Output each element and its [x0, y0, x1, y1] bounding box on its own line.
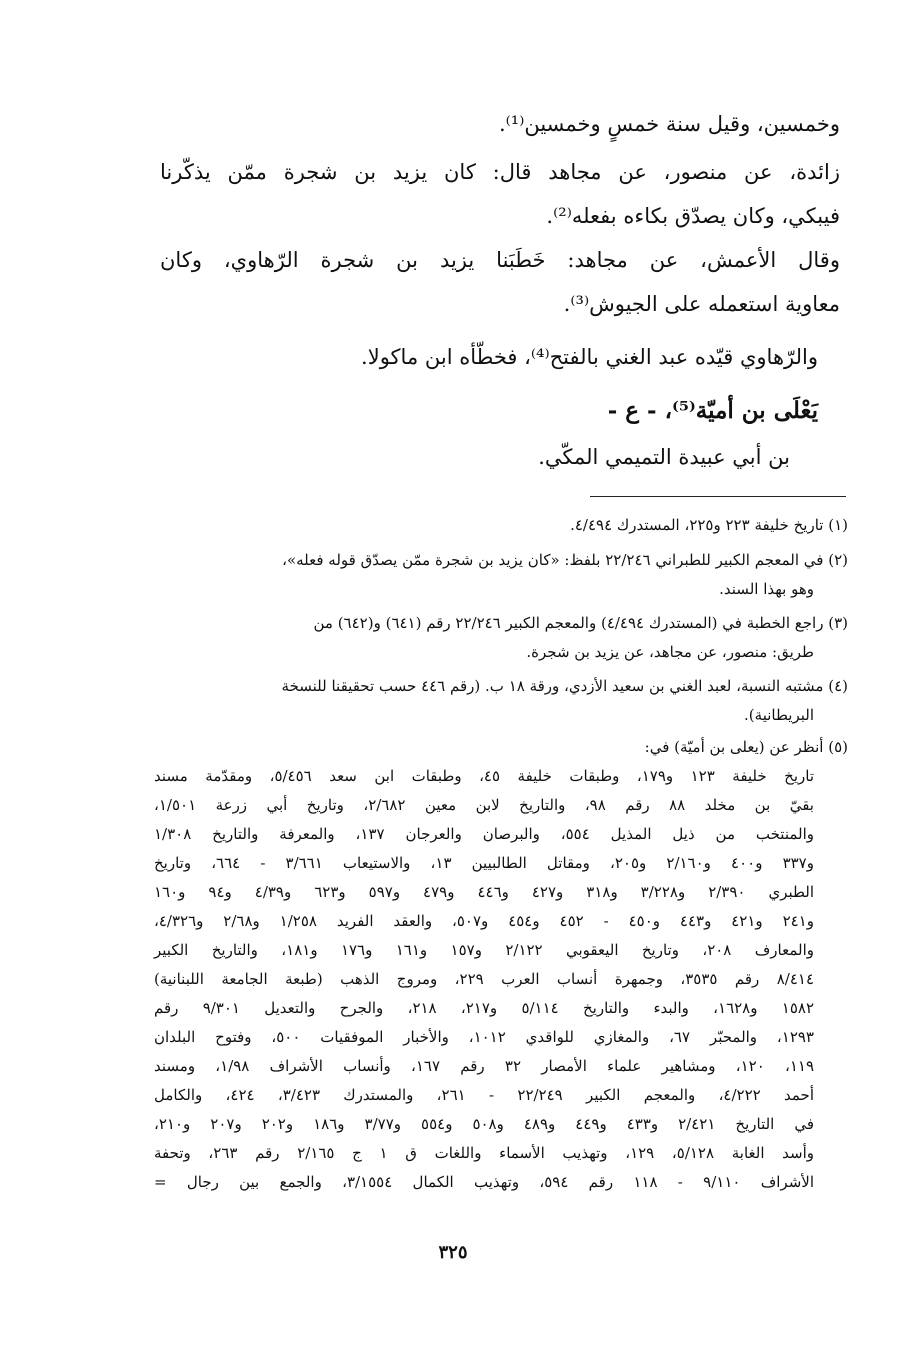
footnote-line: الطبري ٢/٣٩٠ و٣/٢٢٨ و٣١٨ و٤٢٧ و٤٤٦ و٤٧٩ و٥٩٧ و٦٢٣ و٤/٣٩ و٩٤ و١٦٠: [154, 883, 815, 901]
footnote-line: (٣) راجع الخطبة في (المستدرك ٤/٤٩٤) والمعجم الكبير ٢٢/٢٤٦ رقم (٦٤١) و(٦٤٢) من: [313, 614, 848, 632]
footnote-line: ١٢٩٣، والمحبّر ٦٧، والمغازي للواقدي ١٠١٢، والأخبار الموفقيات ٥٠٠، وفتوح البلدان: [154, 1028, 814, 1046]
footnote-line: في التاريخ ٢/٤٢١ و٤٣٣ و٤٤٩ و٤٨٩ و٥٠٨ و٥٥٤ و٣/٧٧ و١٨٦ و٢٠٢ و٢٠٧ و٢١٠،: [154, 1115, 815, 1133]
main-line: بن أبي عبيدة التميمي المكّي.: [538, 445, 790, 469]
footnote-line: وأسد الغابة ٥/١٢٨، ١٢٩، وتهذيب الأسماء واللغات ق ١ ج ٢/١٦٥ رقم ٢٦٣، وتحفة: [154, 1144, 815, 1162]
footnote-line: والمعارف ٢٠٨، وتاريخ اليعقوبي ٢/١٢٢ و١٥٧ و١٦١ و١٧٦ و١٨١، والتاريخ الكبير: [154, 941, 814, 959]
entry-heading: يَعْلَى بن أميّة⁽⁵⁾، - ع -: [607, 397, 818, 424]
main-line: فيبكي، وكان يصدّق بكاءه بفعله⁽²⁾.: [546, 204, 840, 228]
main-line: معاوية استعمله على الجيوش⁽³⁾.: [563, 292, 840, 316]
main-line: وخمسين، وقيل سنة خمسٍ وخمسين⁽¹⁾.: [498, 112, 840, 136]
footnote-line: الأشراف ٩/١١٠ - ١١٨ رقم ٥٩٤، وتهذيب الكمال ٣/١٥٥٤، والجمع بين رجال =: [154, 1173, 814, 1191]
footnote-line: (٢) في المعجم الكبير للطبراني ٢٢/٢٤٦ بلفظ: «كان يزيد بن شجرة ممّن يصدّق قوله فعله»،: [282, 551, 848, 569]
footnote-line: ٨/٤١٤ رقم ٣٥٣٥، وجمهرة أنساب العرب ٢٢٩، ومروج الذهب (طبعة الجامعة اللبنانية): [154, 970, 815, 988]
main-line: والرّهاوي قيّده عبد الغني بالفتح⁽⁴⁾، فخطّأه ابن ماكولا.: [361, 345, 818, 369]
footnote-divider: [590, 496, 846, 497]
footnote-line: البريطانية).: [744, 706, 814, 724]
footnote-line: ١٥٨٢ و١٦٢٨، والبدء والتاريخ ٥/١١٤ و٢١٧، ٢١٨، والجرح والتعديل ٩/٣٠١ رقم: [154, 999, 815, 1017]
footnote-line: (٥) أنظر عن (يعلى بن أميّة) في:: [644, 738, 848, 756]
main-line: زائدة، عن منصور، عن مجاهد قال: كان يزيد بن شجرة ممّن يذكّرنا: [160, 160, 840, 184]
footnote-line: (٤) مشتبه النسبة، لعبد الغني بن سعيد الأزدي، ورقة ١٨ ب. (رقم ٤٤٦ حسب تحقيقنا للنسخة: [281, 677, 848, 695]
footnote-line: و٢٤١ و٤٢١ و٤٤٣ و٤٥٠ - ٤٥٢ و٤٥٤ و٥٠٧، والعقد الفريد ١/٢٥٨ و٢/٦٨ و٤/٣٢٦،: [154, 912, 814, 930]
main-line: وقال الأعمش، عن مجاهد: خَطَبَنا يزيد بن شجرة الرّهاوي، وكان: [160, 248, 840, 272]
footnote-line: أحمد ٤/٢٢٢، والمعجم الكبير ٢٢/٢٤٩ - ٢٦١، والمستدرك ٣/٤٢٣، ٤٢٤، والكامل: [154, 1086, 815, 1104]
footnote-line: تاريخ خليفة ١٢٣ و١٧٩، وطبقات خليفة ٤٥، وطبقات ابن سعد ٥/٤٥٦، ومقدّمة مسند: [154, 767, 815, 785]
footnote-line: بقيّ بن مخلد ٨٨ رقم ٩٨، والتاريخ لابن معين ٢/٦٨٢، وتاريخ أبي زرعة ١/٥٠١،: [154, 796, 814, 814]
footnote-line: (١) تاريخ خليفة ٢٢٣ و٢٢٥، المستدرك ٤/٤٩٤.: [570, 516, 848, 534]
footnote-line: والمنتخب من ذيل المذيل ٥٥٤، والبرصان والعرجان ١٣٧، والمعرفة والتاريخ ١/٣٠٨: [154, 825, 815, 843]
footnote-line: ١١٩، ١٢٠، ومشاهير علماء الأمصار ٣٢ رقم ١٦٧، وأنساب الأشراف ١/٩٨، ومسند: [154, 1057, 814, 1075]
footnote-line: وهو بهذا السند.: [719, 580, 814, 598]
page-number: ٣٢٥: [438, 1242, 468, 1263]
footnote-line: و٣٣٧ و٤٠٠ و٢/١٦٠ و٢٠٥، ومقاتل الطالبيين ١٣، والاستيعاب ٣/٦٦١ - ٦٦٤، وتاريخ: [154, 854, 814, 872]
footnote-line: طريق: منصور، عن مجاهد، عن يزيد بن شجرة.: [526, 643, 814, 661]
